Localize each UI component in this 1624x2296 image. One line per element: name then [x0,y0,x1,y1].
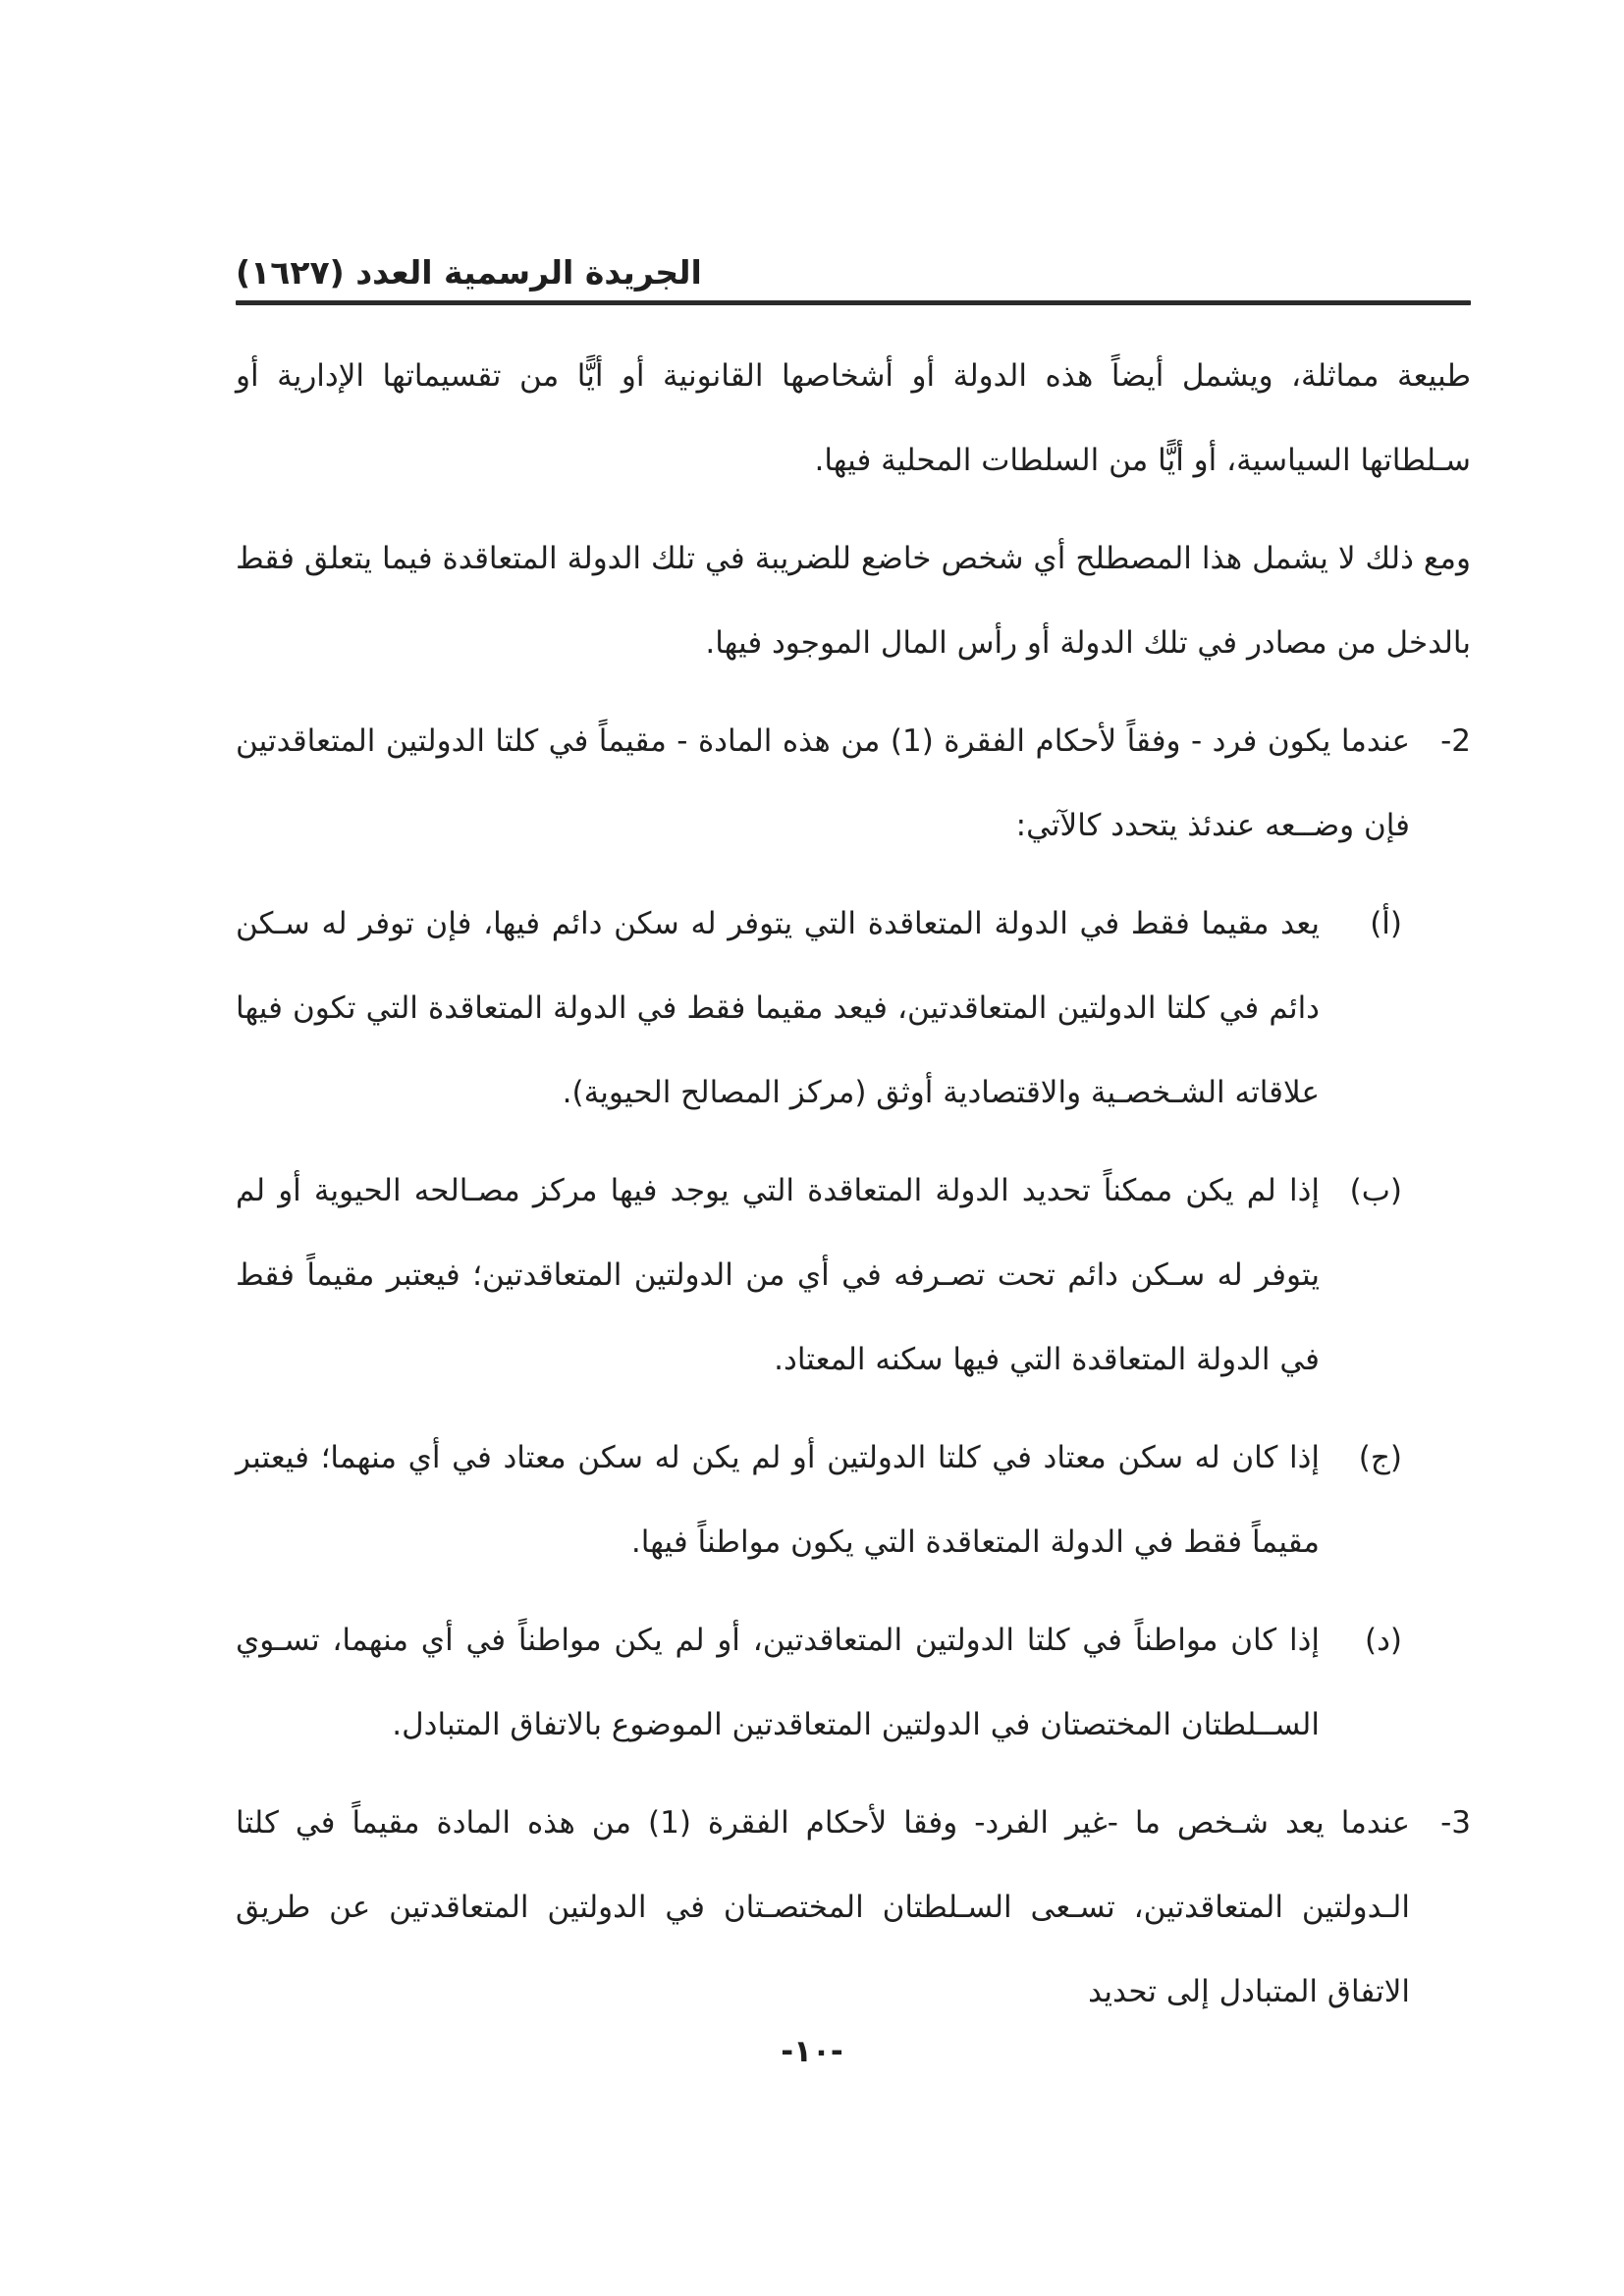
gazette-title: الجريدة الرسمية العدد (١٦٢٧) [236,253,702,292]
sub-item-b-marker: (ب) [1349,1173,1402,1208]
page-header [236,253,1471,305]
item-3-text: عندما يعد شـخص ما -غير الفرد- وفقا لأحكام الفقرة (1) من هذه المادة مقيماً في كلتا الـدولتين المتعاقدتين، تسـعى السـلطتان المختصـتان في الدولتين المتعاقدتين عن طريق الاتفاق المتبادل إلى تحديد [236,1805,1410,2009]
sub-item-c-text: إذا كان له سكن معتاد في كلتا الدولتين أو لم يكن له سكن معتاد في أي منهما؛ فيعتبر مقيماً فقط في الدولة المتعاقدة التي يكون مواطناً فيها. [236,1440,1320,1560]
paragraph-exclusion-clause: ومع ذلك لا يشمل هذا المصطلح أي شخص خاضع للضريبة في تلك الدولة المتعاقدة فيما يتعلق فقط بالدخل من مصادر في تلك الدولة أو رأس المال الموجود فيها. [236,541,1471,661]
page-number: -١٠- [781,2034,843,2069]
sub-item-d-marker: (د) [1365,1623,1402,1658]
sub-item-b [236,1148,1471,1402]
sub-item-d-text: إذا كان مواطناً في كلتا الدولتين المتعاقدتين، أو لم يكن مواطناً في أي منهما، تسـوي الســلطتان المختصتان في الدولتين المتعاقدتين الموضوع بالاتفاق المتبادل. [236,1623,1320,1742]
sub-item-c [236,1415,1471,1584]
item-2-text: عندما يكون فرد - وفقاً لأحكام الفقرة (1) من هذه المادة - مقيماً في كلتا الدولتين المتعاقدتين فإن وضــعه عندئذ يتحدد كالآتي: [236,723,1410,843]
paragraph-continuation: طبيعة مماثلة، ويشمل أيضاً هذه الدولة أو أشخاصها القانونية أو أيًّا من تقسيماتها الإدارية أو سـلطاتها السياسية، أو أيًّا من السلطات المحلية فيها. [236,358,1471,478]
item-3-marker: 3- [1440,1805,1471,1841]
sub-item-b-text: إذا لم يكن ممكناً تحديد الدولة المتعاقدة التي يوجد فيها مركز مصـالحه الحيوية أو لم يتوفر له سـكن دائم تحت تصـرفه في أي من الدولتين المتعاقدتين؛ فيعتبر مقيماً فقط في الدولة المتعاقدة التي فيها سكنه المعتاد. [236,1173,1320,1377]
numbered-item-3 [236,1781,1471,2034]
sub-item-d [236,1598,1471,1767]
sub-item-c-marker: (ج) [1358,1440,1402,1475]
sub-item-a-text: يعد مقيما فقط في الدولة المتعاقدة التي يتوفر له سكن دائم فيها، فإن توفر له سـكن دائم في كلتا الدولتين المتعاقدتين، فيعد مقيما فقط في الدولة المتعاقدة التي تكون فيها علاقاته الشـخصـية والاقتصادية أوثق (مركز المصالح الحيوية). [236,906,1320,1110]
header-rule [236,300,1471,305]
sub-item-a-marker: (أ) [1370,906,1402,941]
document-body [236,334,1471,2048]
item-2-marker: 2- [1440,723,1471,759]
numbered-item-2 [236,699,1471,868]
sub-item-a [236,881,1471,1135]
